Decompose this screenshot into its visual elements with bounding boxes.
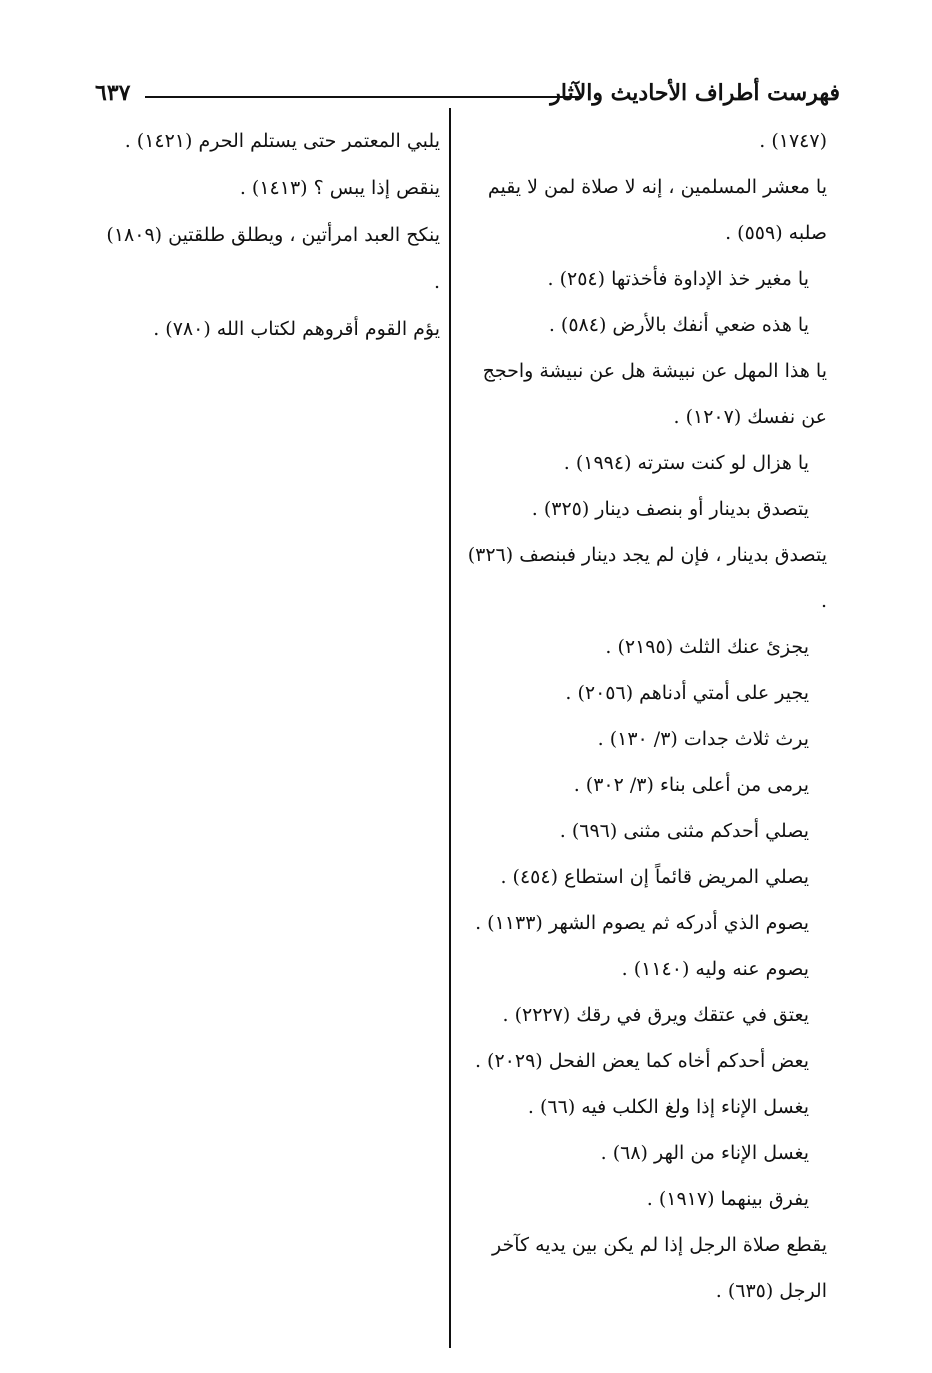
hadith-entry: يجزئ عنك الثلث (٢١٩٥) .	[605, 636, 809, 658]
hadith-entry: يفرق بينهما (١٩١٧) .	[646, 1188, 809, 1210]
hadith-entry: يؤم القوم أقروهم لكتاب الله (٧٨٠) .	[153, 318, 440, 340]
hadith-entry: يصوم عنه وليه (١١٤٠) .	[621, 958, 809, 980]
hadith-entry: يرث ثلاث جدات (٣/ ١٣٠) .	[597, 728, 809, 750]
left-column	[95, 118, 440, 353]
hadith-entry: يا مغير خذ الإداوة فأخذتها (٢٥٤) .	[547, 268, 809, 290]
hadith-entry: يجير على أمتي أدناهم (٢٠٥٦) .	[565, 682, 809, 704]
page-number: ٦٣٧	[95, 80, 131, 106]
hadith-entry: يتصدق بدينار أو بنصف دينار (٣٢٥) .	[531, 498, 809, 520]
hadith-entry: يا معشر المسلمين ، إنه لا صلاة لمن لا يقيم صلبه (٥٥٩) .	[487, 176, 827, 244]
hadith-entry: يعتق في عتقك ويرق في رقك (٢٢٢٧) .	[502, 1004, 809, 1026]
hadith-entry: يتصدق بدينار ، فإن لم يجد دينار فبنصف (٣٢٦) .	[467, 544, 827, 612]
hadith-entry: يرمى من أعلى بناء (٣/ ٣٠٢) .	[573, 774, 809, 796]
hadith-entry: يصلي المريض قائماً إن استطاع (٤٥٤) .	[500, 866, 809, 888]
header-rule	[145, 96, 580, 98]
right-column	[465, 118, 827, 1314]
hadith-entry: يصلي أحدكم مثنى مثنى (٦٩٦) .	[559, 820, 809, 842]
hadith-entry: ينقص إذا يبس ؟ (١٤١٣) .	[239, 177, 440, 199]
hadith-entry: يا هزال لو كنت سترته (١٩٩٤) .	[563, 452, 809, 474]
hadith-entry: يلبي المعتمر حتى يستلم الحرم (١٤٢١) .	[124, 130, 440, 152]
hadith-entry: يغسل الإناء إذا ولغ الكلب فيه (٦٦) .	[527, 1096, 809, 1118]
hadith-entry: يغسل الإناء من الهر (٦٨) .	[600, 1142, 809, 1164]
hadith-entry: يصوم الذي أدركه ثم يصوم الشهر (١١٣٣) .	[475, 912, 809, 934]
hadith-entry: يعض أحدكم أخاه كما يعض الفحل (٢٠٢٩) .	[474, 1050, 809, 1072]
hadith-entry: يقطع صلاة الرجل إذا لم يكن بين يديه كآخر الرجل (٦٣٥) .	[491, 1234, 827, 1302]
hadith-entry: يا هذه ضعي أنفك بالأرض (٥٨٤) .	[548, 314, 809, 336]
hadith-entry: (١٧٤٧) .	[759, 130, 827, 152]
page-title: فهرست أطراف الأحاديث والآثار	[550, 80, 840, 106]
page-header	[95, 80, 840, 116]
column-divider	[449, 108, 451, 1348]
hadith-entry: يا هذا المهل عن نبيشة هل عن نبيشة واحجج عن نفسك (١٢٠٧) .	[482, 360, 827, 428]
hadith-entry: ينكح العبد امرأتين ، ويطلق طلقتين (١٨٠٩) .	[106, 224, 440, 293]
